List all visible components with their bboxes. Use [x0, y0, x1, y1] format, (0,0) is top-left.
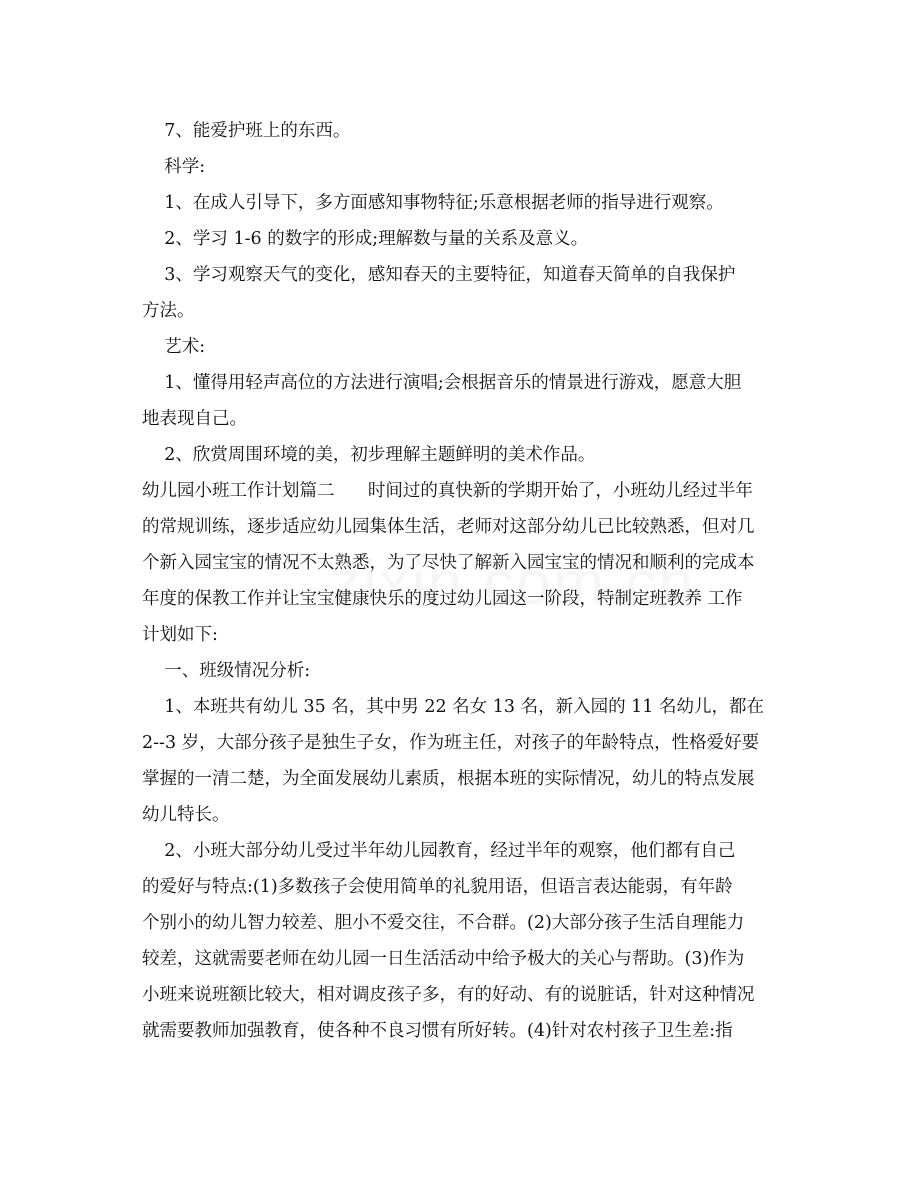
section-heading-art: 艺术:: [142, 337, 206, 357]
section-heading-science: 科学:: [142, 157, 206, 177]
section-heading-class-analysis: 一、班级情况分析:: [142, 661, 311, 681]
text-line: 2、学习 1-6 的数字的形成;理解数与量的关系及意义。: [142, 229, 589, 249]
text-line: 幼儿特长。: [142, 805, 230, 825]
text-line: 方法。: [142, 301, 195, 321]
text-line: 的常规训练，逐步适应幼儿园集体生活，老师对这部分幼儿已比较熟悉，但对几: [142, 517, 755, 537]
text-line: 较差，这就需要老师在幼儿园一日生活活动中给予极大的关心与帮助。(3)作为: [142, 949, 745, 969]
article-title-line: 幼儿园小班工作计划篇二 时间过的真快新的学期开始了，小班幼儿经过半年: [142, 481, 753, 501]
text-line: 7、能爱护班上的东西。: [142, 121, 351, 141]
text-line: 个新入园宝宝的情况不太熟悉，为了尽快了解新入园宝宝的情况和顺利的完成本: [142, 553, 755, 573]
text-line: 2--3 岁，大部分孩子是独生子女，作为班主任，对孩子的年龄特点，性格爱好要: [142, 733, 760, 753]
text-line: 1、在成人引导下，多方面感知事物特征;乐意根据老师的指导进行观察。: [142, 193, 724, 213]
text-line: 计划如下:: [142, 625, 218, 645]
text-line: 年度的保教工作并让宝宝健康快乐的度过幼儿园这一阶段，特制定班教养 工作: [142, 589, 743, 609]
watermark: [330, 548, 695, 619]
text-line: 1、本班共有幼儿 35 名，其中男 22 名女 13 名，新入园的 11 名幼儿，都在: [142, 697, 764, 717]
text-line: 2、小班大部分幼儿受过半年幼儿园教育，经过半年的观察，他们都有自己: [142, 841, 736, 861]
text-line: 掌握的一清二楚，为全面发展幼儿素质，根据本班的实际情况，幼儿的特点发展: [142, 769, 755, 789]
text-line: 地表现自己。: [142, 409, 247, 429]
text-line: 个别小的幼儿智力较差、胆小不爱交往，不合群。(2)大部分孩子生活自理能力: [142, 913, 745, 933]
text-line: 3、学习观察天气的变化，感知春天的主要特征，知道春天简单的自我保护: [142, 265, 736, 285]
text-line: 就需要教师加强教育，使各种不良习惯有所好转。(4)针对农村孩子卫生差:指: [142, 1021, 733, 1041]
text-line: 小班来说班额比较大，相对调皮孩子多，有的好动、有的说脏话，针对这种情况: [142, 985, 755, 1005]
text-line: 1、懂得用轻声高位的方法进行演唱;会根据音乐的情景进行游戏，愿意大胆: [142, 373, 742, 393]
text-line: 2、欣赏周围环境的美，初步理解主题鲜明的美术作品。: [142, 445, 596, 465]
text-line: 的爱好与特点:(1)多数孩子会使用简单的礼貌用语，但语言表达能弱，有年龄: [142, 877, 733, 897]
